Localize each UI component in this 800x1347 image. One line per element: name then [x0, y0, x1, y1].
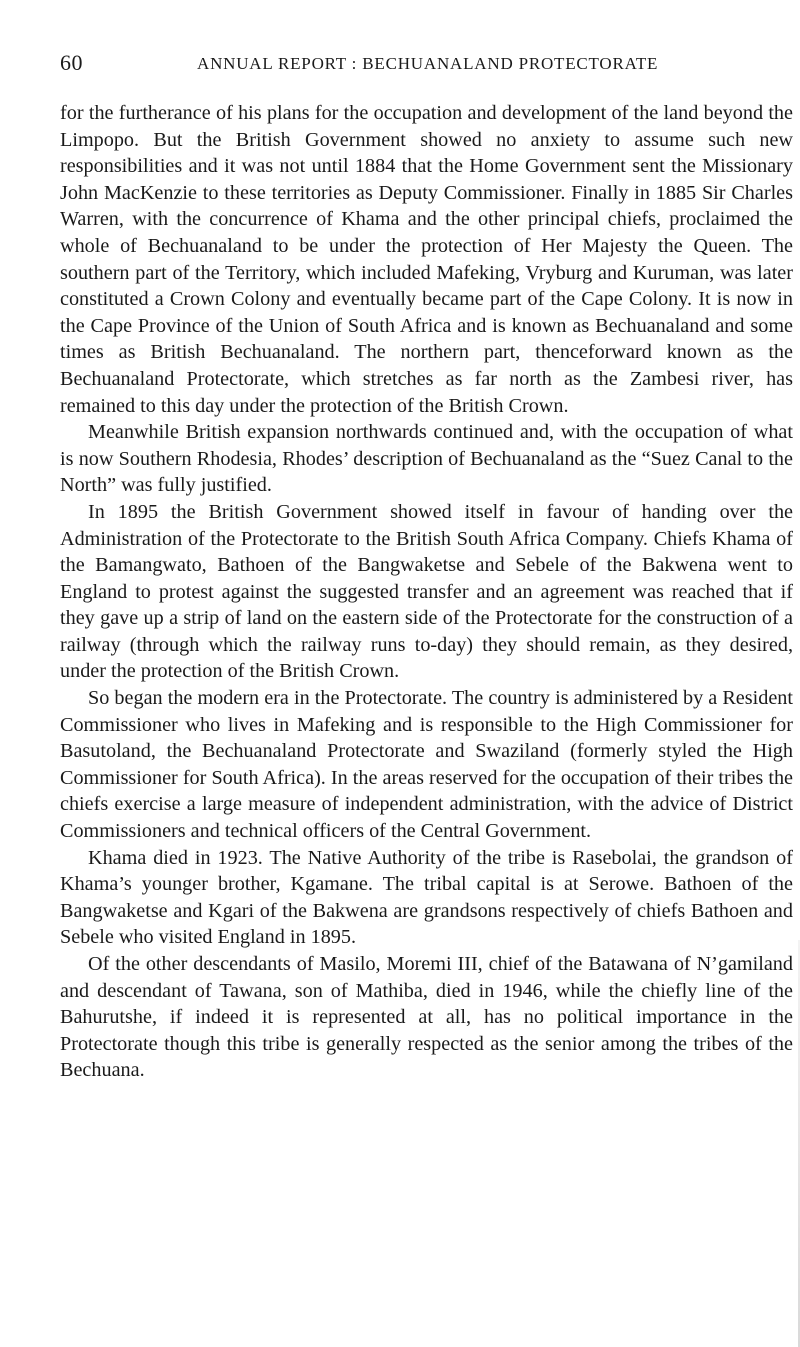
page-header	[60, 50, 760, 80]
paragraph-2: Meanwhile British expansion northwards continued and, with the occupation of what is now Southern Rhodesia, Rhodes’ description of Bechuanaland as the “Suez Canal to the North” was fully justified.	[60, 421, 793, 497]
paragraph-1: for the furtherance of his plans for the occupation and development of the land beyond the Limpopo. But the British Government showed no anxiety to assume such new responsibilities and it was not until 1884 that the Home Government sent the Missionary John MacKenzie to these territories as Deputy Commissioner. Finally in 1885 Sir Charles Warren, with the concurrence of Khama and the other principal chiefs, proclaimed the whole of Bechuanaland to be under the protection of Her Majesty the Queen. The southern part of the Territory, which included Mafeking, Vryburg and Kuruman, was later constituted a Crown Colony and eventually became part of the Cape Colony. It is now in the Cape Province of the Union of South Africa and is known as Bechuanaland and some times as British Bechuanaland. The northern part, thenceforward known as the Bechuanaland Protectorate, which stretches as far north as the Zambesi river, has remained to this day under the protection of the British Crown.	[60, 102, 793, 417]
paragraph-6: Of the other descendants of Masilo, Moremi III, chief of the Batawana of N’gamiland and descendant of Tawana, son of Mathiba, died in 1946, while the chiefly line of the Bahurutshe, if indeed it is represented at all, has no political importance in the Protectorate though this tribe is generally respected as the senior among the tribes of the Bechuana.	[60, 953, 793, 1082]
paragraph-5: Khama died in 1923. The Native Authority of the tribe is Rasebolai, the grandson of Khama’s younger brother, Kgamane. The tribal capital is at Serowe. Bathoen of the Bangwaketse and Kgari of the Bakwena are grandsons respectively of chiefs Bathoen and Sebele who visited England in 1895.	[60, 846, 793, 949]
paragraph-4: So began the modern era in the Protectorate. The country is administered by a Resident Commissioner who lives in Mafeking and is responsible to the High Commissioner for Basutoland, the Bechuanaland Protectorate and Swaziland (formerly styled the High Commissioner for South Africa). In the areas reserved for the occupation of their tribes the chiefs exercise a large measure of independent administration, with the advice of District Commissioners and technical officers of the Central Government.	[60, 687, 793, 843]
page-number: 60	[60, 50, 83, 75]
body-text	[60, 100, 793, 1084]
running-title: ANNUAL REPORT : BECHUANALAND PROTECTORATE	[197, 54, 659, 73]
paragraph-3: In 1895 the British Government showed itself in favour of handing over the Administration of the Protectorate to the British South Africa Company. Chiefs Khama of the Bamangwato, Bathoen of the Bangwaketse and Sebele of the Bakwena went to England to protest against the suggested transfer and an agreement was reached that if they gave up a strip of land on the eastern side of the Protectorate for the construction of a railway (through which the railway runs to-day) they should remain, as they desired, under the protection of the British Crown.	[60, 500, 793, 683]
